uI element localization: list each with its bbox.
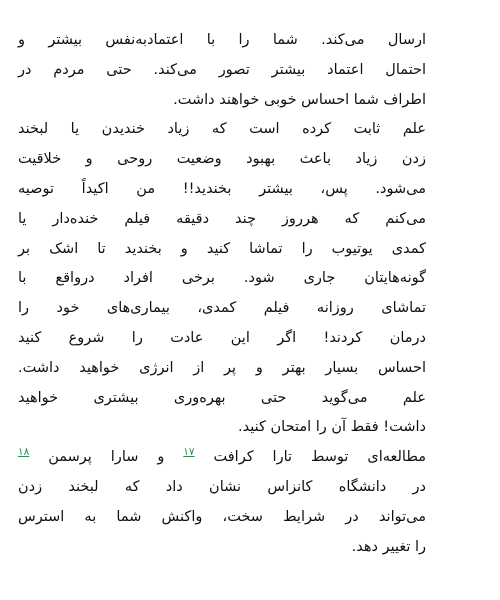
paragraph-kansas-study: [18, 443, 426, 562]
paragraph-laughter-science: [18, 115, 426, 443]
text-line-with-references: [18, 443, 426, 473]
text-line: علم می‌گوید حتی بهره‌وری بیشتری خواهید: [18, 389, 426, 406]
text-line: کمدی یوتیوب را تماشا کنید و بخندید تا اشک بر: [18, 240, 426, 257]
text-line: احتمال اعتماد بیشتر تصور می‌کند. حتی مردم در: [18, 61, 426, 78]
text-line: می‌شود. پس، بیشتر بخندید!! من اکیداً توصیه: [18, 180, 426, 197]
text-line: زدن زیاد باعث بهبود وضعیت روحی و خلاقیت: [18, 151, 426, 168]
text-line: علم ثابت کرده است که زیاد خندیدن یا لبخند: [18, 121, 426, 138]
text-line: در دانشگاه کانزاس نشان داد که لبخند زدن: [18, 478, 426, 495]
footnote-ref-17[interactable]: ۱۷: [183, 446, 195, 459]
text-line: احساس بسیار بهتر و پر از انرژی خواهید داشت.: [18, 359, 426, 376]
text-line: گونه‌هایتان جاری شود. برخی افراد درواقع با: [18, 270, 426, 287]
text-line: تماشای روزانه فیلم کمدی، بیماری‌های خود را: [18, 300, 426, 317]
text-line: درمان کردند! اگر این عادت را شروع کنید: [18, 329, 426, 346]
study-authors-text-2: و سارا پرسمن: [48, 449, 165, 466]
text-line: داشت! فقط آن را امتحان کنید.: [238, 419, 426, 436]
document-page: [18, 26, 426, 562]
text-line: ارسال می‌کند. شما را با اعتمادبه‌نفس بیشتر و: [18, 32, 426, 48]
study-authors-text-1: مطالعه‌ای توسط تارا کرافت: [213, 449, 427, 466]
text-line: اطراف شما احساس خوبی خواهند داشت.: [173, 91, 426, 108]
text-line: می‌تواند در شرایط سخت، واکنش شما به استرس: [18, 508, 426, 525]
paragraph-smile-confidence: [18, 26, 426, 115]
text-line: را تغییر دهد.: [351, 538, 426, 555]
text-line: می‌کنم که هرروز چند دقیقه فیلم خنده‌دار یا: [18, 210, 426, 227]
footnote-ref-18[interactable]: ۱۸: [18, 446, 30, 459]
